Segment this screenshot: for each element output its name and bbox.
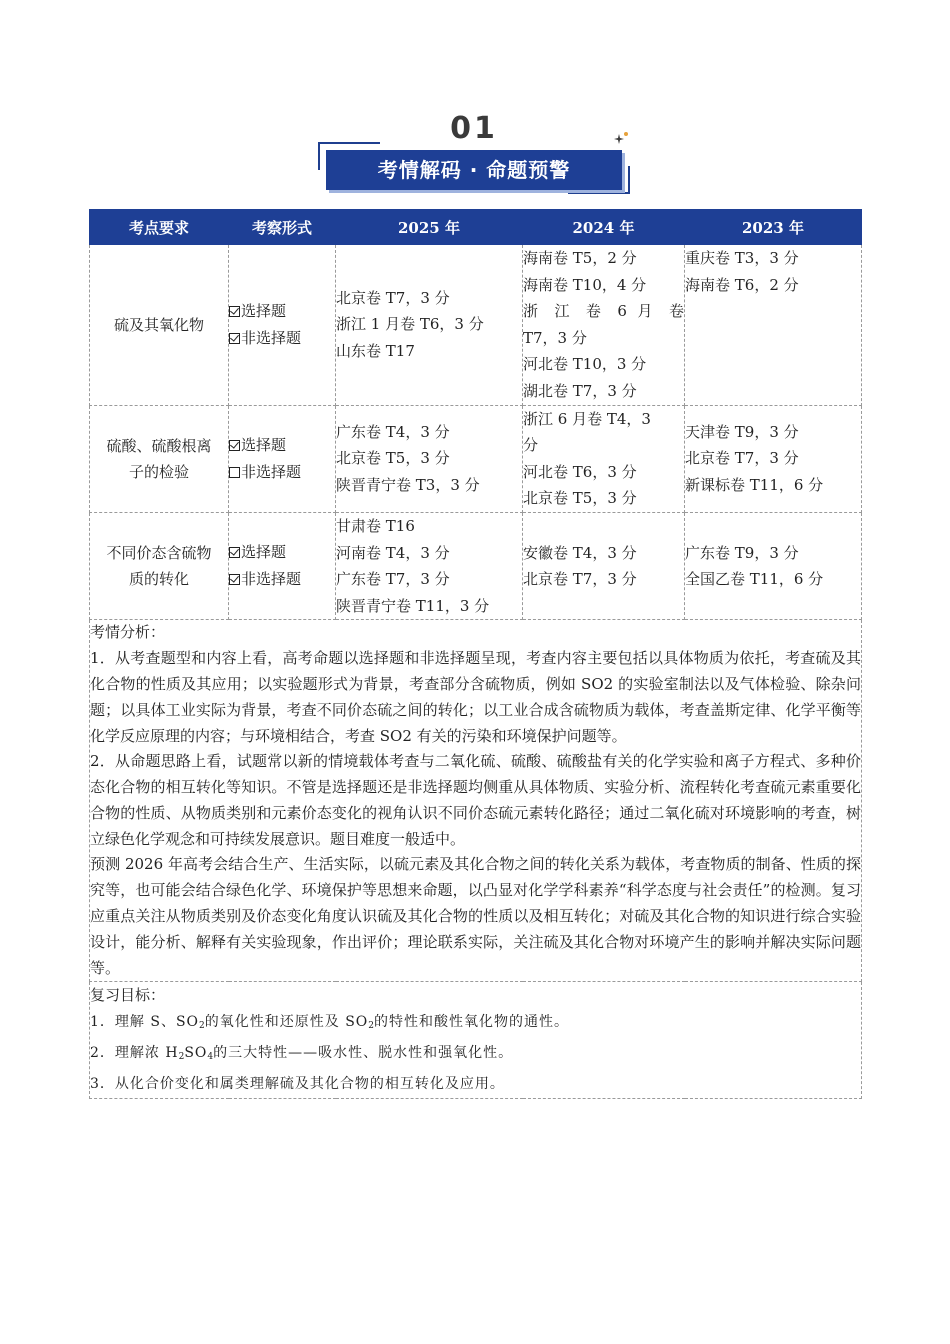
exam-item: 河北卷 T10，3 分	[523, 355, 647, 374]
analysis-cell	[90, 620, 862, 982]
header-2025: 2025 年	[336, 210, 523, 245]
goals-cell	[90, 982, 862, 1099]
exam-item: 广东卷 T4，3 分	[336, 422, 450, 441]
cell-2024	[523, 405, 685, 512]
checkbox-checked-icon	[229, 574, 240, 585]
exam-item: 分	[523, 436, 539, 455]
exam-item: 海南卷 T6，2 分	[685, 275, 799, 294]
exam-item: 广东卷 T7，3 分	[336, 570, 450, 589]
goal-item: 3．从化合价变化和属类理解硫及其化合物的相互转化及应用。	[90, 1076, 505, 1093]
sparkle-dot-icon	[624, 132, 628, 136]
exam-item: 重庆卷 T3，3 分	[685, 249, 799, 267]
cell-2023	[685, 405, 862, 512]
exam-item: T7，3 分	[523, 328, 587, 347]
checkbox-checked-icon	[229, 333, 240, 344]
cell-2024	[523, 512, 685, 619]
goals-title: 复习目标：	[90, 986, 166, 1005]
header-topic: 考点要求	[90, 210, 229, 245]
goal-item: 1．理解 S、$SO_2$的氧化性和还原性及 $SO_2$的特性和酸性氧化物的通性。	[90, 1014, 570, 1032]
checkbox-checked-icon	[229, 440, 240, 451]
nonchoice-option: 非选择题	[229, 566, 335, 593]
topic-cell: 硫酸、硫酸根离 子的检验	[90, 405, 229, 512]
exam-item: 安徽卷 T4，3 分	[523, 543, 637, 562]
table-row	[90, 405, 862, 512]
cell-2023	[685, 512, 862, 619]
exam-item: 浙 江 卷 6 月 卷	[523, 302, 684, 321]
analysis-paragraph: 预测 2026 年高考会结合生产、生活实际，以硫元素及其化合物之间的转化关系为载体，考查物质的制备、性质的探究等，也可能会结合绿色化学、环境保护等思想来命题，以凸显对化学学科素养“科学态度与社会责任”的检测。复习应重点关注从物质类别及价态变化角度认识硫及其化合物的性质以及相互转化；对硫及其化合物的知识进行综合实验设计，能分析、解释有关实验现象，作出评价；理论联系实际，关注硫及其化合物对环境产生的影响并解决实际问题等。	[90, 855, 861, 977]
form-cell	[229, 405, 336, 512]
cell-2024	[523, 245, 685, 406]
cell-2025	[336, 245, 523, 406]
form-cell	[229, 512, 336, 619]
choice-option: 选择题	[229, 539, 335, 566]
exam-item: 北京卷 T5，3 分	[336, 449, 450, 468]
topic-cell	[90, 245, 229, 406]
choice-option: 选择题	[229, 432, 335, 459]
exam-item: 陕晋青宁卷 T11，3 分	[336, 596, 490, 615]
banner-title: 考情解码 · 命题预警	[377, 158, 571, 182]
nonchoice-option: 非选择题	[229, 325, 335, 352]
exam-item: 海南卷 T10，4 分	[523, 275, 647, 294]
goals-row	[90, 982, 862, 1099]
exam-item: 广东卷 T9，3 分	[685, 543, 799, 562]
exam-item: 河南卷 T4，3 分	[336, 543, 450, 562]
exam-item: 陕晋青宁卷 T3，3 分	[336, 476, 480, 495]
cell-2023	[685, 245, 862, 406]
nonchoice-option: 非选择题	[229, 459, 335, 486]
header-2024: 2024 年	[523, 210, 685, 245]
exam-item: 天津卷 T9，3 分	[685, 422, 799, 441]
exam-item: 北京卷 T7，3 分	[685, 449, 799, 468]
table-header-row	[90, 210, 862, 245]
cell-2025	[336, 405, 523, 512]
exam-item: 北京卷 T7，3 分	[336, 288, 450, 307]
section-banner	[318, 112, 630, 198]
exam-item: 全国乙卷 T11，6 分	[685, 570, 824, 589]
banner-bar	[326, 150, 622, 190]
exam-item: 北京卷 T5，3 分	[523, 489, 637, 508]
exam-item: 山东卷 T17	[336, 342, 415, 361]
analysis-row	[90, 620, 862, 982]
table-row	[90, 245, 862, 406]
exam-item: 甘肃卷 T16	[336, 516, 415, 535]
exam-item: 湖北卷 T7，3 分	[523, 381, 637, 400]
form-cell	[229, 245, 336, 406]
exam-analysis-table	[89, 209, 862, 1099]
table-row	[90, 512, 862, 619]
exam-item: 北京卷 T7，3 分	[523, 570, 637, 589]
goal-item: 2．理解浓 $H_2SO_4$的三大特性——吸水性、脱水性和强氧化性。	[90, 1045, 514, 1063]
cell-2025	[336, 512, 523, 619]
header-2023: 2023 年	[685, 210, 862, 245]
header-form: 考察形式	[229, 210, 336, 245]
analysis-paragraph: 2．从命题思路上看，试题常以新的情境载体考查与二氧化硫、硫酸、硫酸盐有关的化学实验和离子方程式、多种价态化合物的相互转化等知识。不管是选择题还是非选择题均侧重从具体物质、实验分析、流程转化考查硫元素重要化合物的性质、从物质类别和元素价态变化的视角认识不同价态硫元素转化路径；通过二氧化硫对环境影响的考查，树立绿色化学观念和可持续发展意识。题目难度一般适中。	[90, 752, 861, 848]
exam-item: 河北卷 T6，3 分	[523, 462, 637, 481]
section-number: 01	[450, 111, 498, 146]
choice-option: 选择题	[229, 298, 335, 325]
checkbox-checked-icon	[229, 306, 240, 317]
exam-item: 新课标卷 T11，6 分	[685, 476, 824, 495]
analysis-paragraph: 1．从考查题型和内容上看，高考命题以选择题和非选择题呈现，考查内容主要包括以具体物质为依托，考查硫及其化合物的性质及其应用；以实验题形式为背景，考查部分含硫物质，例如 SO2 的实验室制法以及气体检验、除杂问题；以具体工业实际为背景，考查不同价态硫之间的转化；以工业合成含硫物质为载体，考查盖斯定律、化学平衡等化学反应原理的内容；与环境相结合，考查 SO2 有关的污染和环境保护问题等。	[90, 649, 861, 745]
topic-text: 硫及其氧化物	[113, 315, 204, 334]
exam-item: 浙江 6 月卷 T4，3	[523, 409, 651, 428]
exam-item: 浙江 1 月卷 T6，3 分	[336, 315, 484, 334]
exam-item: 海南卷 T5，2 分	[523, 249, 637, 267]
analysis-title: 考情分析：	[90, 623, 166, 642]
topic-cell: 不同价态含硫物 质的转化	[90, 512, 229, 619]
sparkle-icon	[614, 134, 624, 144]
checkbox-checked-icon	[229, 547, 240, 558]
checkbox-empty-icon	[229, 467, 240, 478]
